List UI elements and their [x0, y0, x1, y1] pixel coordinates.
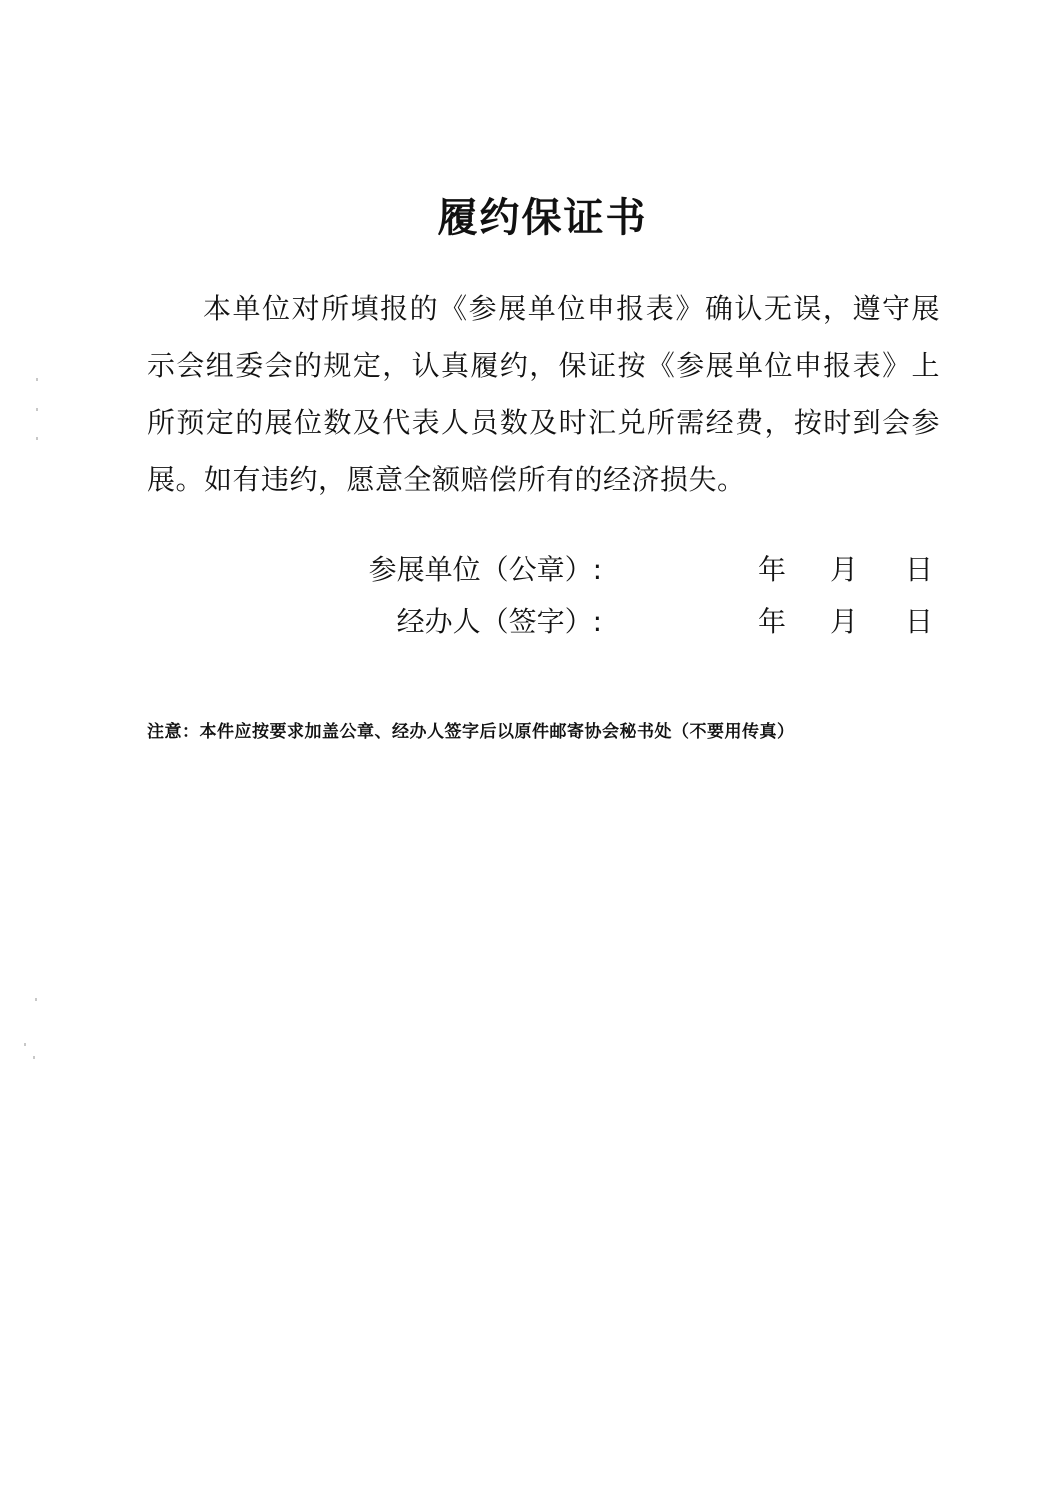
date-day-label: 日 — [905, 605, 934, 638]
signature-label-handler: 经办人（签字）: — [396, 605, 602, 638]
signature-row-unit — [0, 548, 1059, 588]
date-month-label: 月 — [830, 605, 859, 638]
scan-speck — [36, 408, 38, 411]
scan-speck — [36, 378, 38, 381]
signature-label-unit: 参展单位（公章）: — [368, 553, 602, 586]
date-year-label: 年 — [758, 553, 787, 586]
scan-speck — [36, 437, 38, 440]
scan-speck — [24, 1043, 26, 1046]
signature-row-handler — [0, 600, 1059, 640]
document-note: 注意：本件应按要求加盖公章、经办人签字后以原件邮寄协会秘书处（不要用传真） — [147, 722, 795, 742]
scan-speck — [33, 1056, 35, 1059]
date-month-label: 月 — [830, 553, 859, 586]
date-day-label: 日 — [905, 553, 934, 586]
date-year-label: 年 — [758, 605, 787, 638]
scan-speck — [35, 998, 37, 1001]
body-paragraph: 本单位对所填报的《参展单位申报表》确认无误，遵守展示会组委会的规定，认真履约，保证按《参展单位申报表》上所预定的展位数及代表人员数及时汇兑所需经费，按时到会参展。如有违约，愿意全额赔偿所有的经济损失。 — [147, 292, 940, 496]
document-title: 履约保证书 — [437, 194, 648, 241]
document-body — [147, 280, 940, 508]
